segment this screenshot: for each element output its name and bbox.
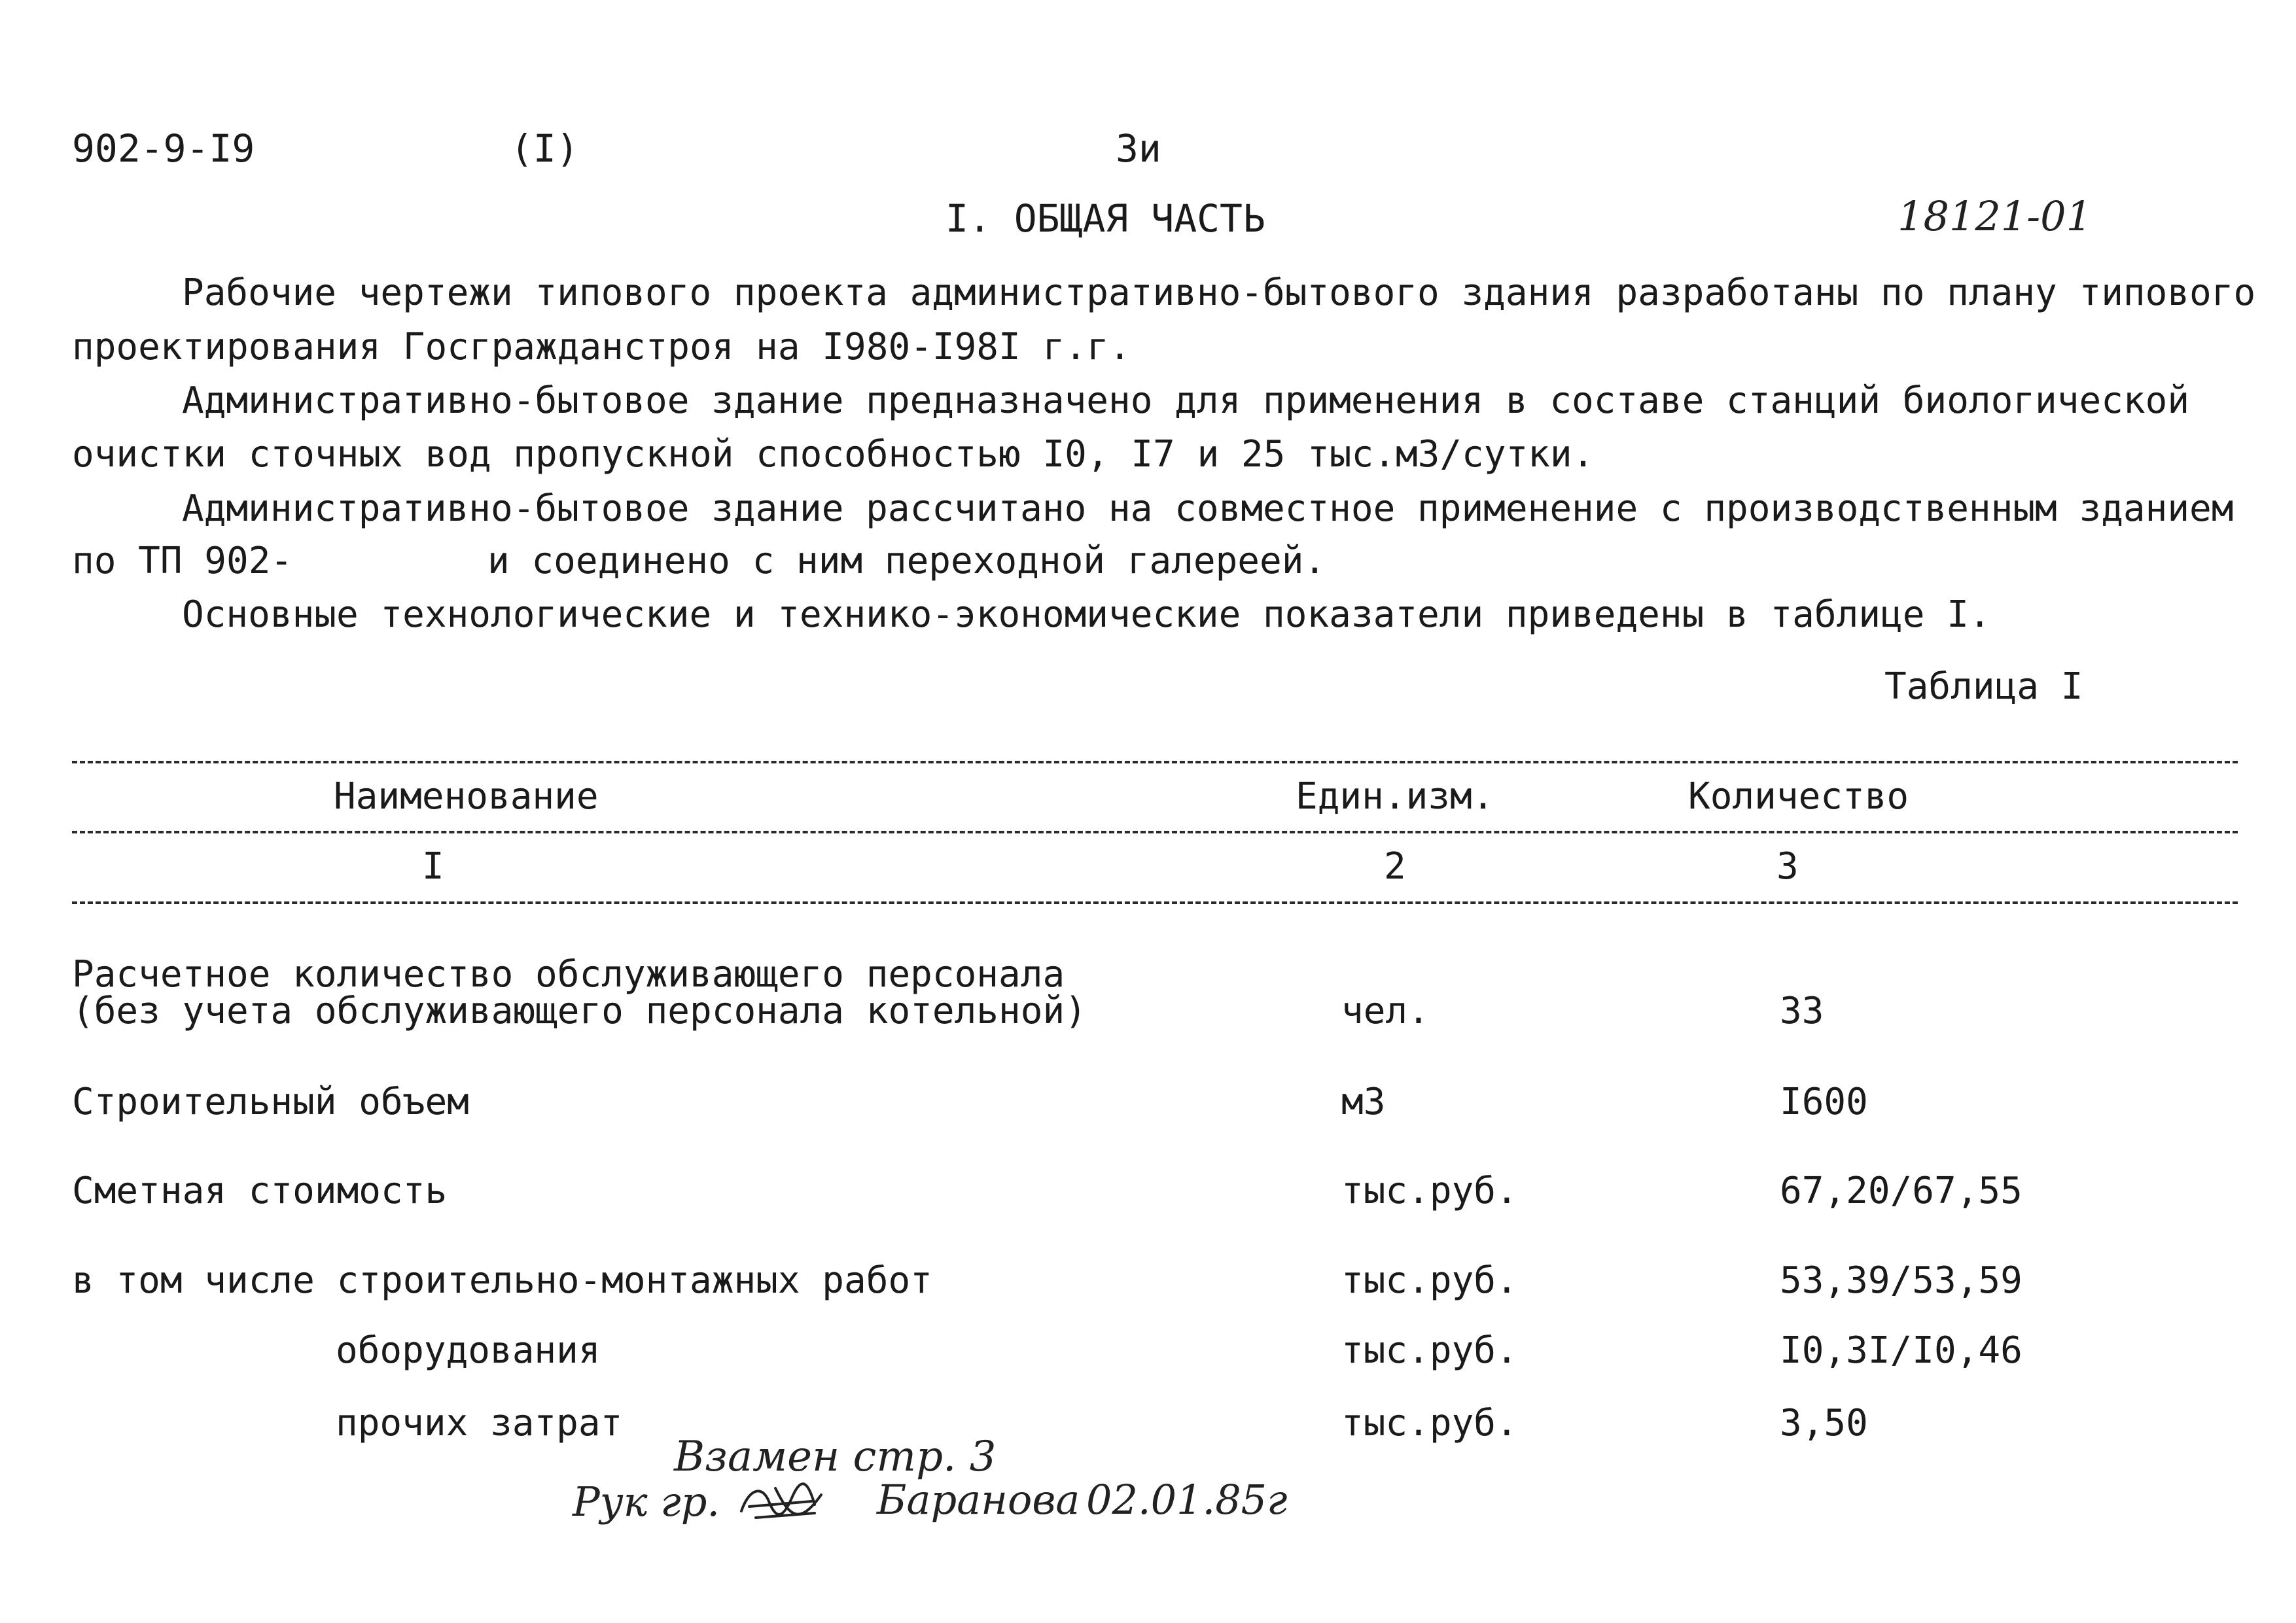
row3-name: Сметная стоимость	[72, 1170, 448, 1212]
part-number: (I)	[510, 126, 579, 171]
row4-unit: тыс.руб.	[1341, 1259, 1518, 1302]
row1-name: Расчетное количество обслуживающего персонала	[72, 953, 1065, 996]
row2-name: Строительный объем	[72, 1081, 469, 1123]
row1-name-cont: (без учета обслуживающего персонала котельной)	[72, 990, 1087, 1032]
intro-p1-line1: Рабочие чертежи типового проекта административно-бытового здания разработаны по плану типового	[182, 271, 2256, 314]
intro-p3-line2a: по ТП 902-	[72, 540, 293, 582]
row6-qty: 3,50	[1780, 1402, 1868, 1444]
row2-unit: м3	[1341, 1081, 1386, 1123]
row5-unit: тыс.руб.	[1341, 1329, 1518, 1372]
header-name: Наименование	[334, 775, 599, 818]
colnum-3: 3	[1776, 845, 1799, 888]
header-qty: Количество	[1688, 775, 1909, 818]
annotation-date: 02.01.85г	[1086, 1476, 1288, 1524]
table-rule-mid	[72, 831, 2238, 833]
row4-qty: 53,39/53,59	[1780, 1259, 2022, 1302]
handwritten-number: 18121-01	[1898, 192, 2093, 240]
annotation-replacement: Взамен стр. 3	[674, 1433, 997, 1481]
intro-p1-line2: проектирования Госгражданстроя на I980-I98I г.г.	[72, 326, 1131, 368]
row3-qty: 67,20/67,55	[1780, 1170, 2022, 1212]
header-unit: Един.изм.	[1296, 775, 1494, 818]
annotation-name: Баранова	[877, 1476, 1080, 1524]
page-number: 3и	[1116, 126, 1161, 171]
annotation-role: Рук гр.	[573, 1478, 720, 1526]
intro-p3-line1: Административно-бытовое здание рассчитано на совместное применение с производственным зданием	[182, 487, 2234, 530]
section-title: I. ОБЩАЯ ЧАСТЬ	[945, 196, 1265, 241]
row2-qty: I600	[1780, 1081, 1868, 1123]
row1-qty: 33	[1780, 990, 1824, 1032]
intro-p3-line2b: и соединено с ним переходной галереей.	[487, 540, 1326, 582]
intro-p2-line1: Административно-бытовое здание предназначено для применения в составе станций биологической	[182, 379, 2190, 422]
row5-name: оборудования	[336, 1329, 601, 1372]
row5-qty: I0,3I/I0,46	[1780, 1329, 2022, 1372]
row4-name: в том числе строительно-монтажных работ	[72, 1259, 932, 1302]
colnum-2: 2	[1384, 845, 1406, 888]
doc-number: 902-9-I9	[72, 126, 255, 171]
intro-p2-line2: очистки сточных вод пропускной способностью I0, I7 и 25 тыс.м3/сутки.	[72, 433, 1595, 476]
row6-unit: тыс.руб.	[1341, 1402, 1518, 1444]
row1-unit: чел.	[1341, 990, 1430, 1032]
table-rule-bottom	[72, 901, 2238, 904]
table-rule-top	[72, 761, 2238, 763]
table-caption: Таблица I	[1884, 665, 2083, 708]
row3-unit: тыс.руб.	[1341, 1170, 1518, 1212]
intro-p4: Основные технологические и технико-экономические показатели приведены в таблице I.	[182, 593, 1991, 636]
signature	[736, 1475, 834, 1534]
colnum-1: I	[422, 845, 444, 888]
row6-name: прочих затрат	[336, 1402, 623, 1444]
